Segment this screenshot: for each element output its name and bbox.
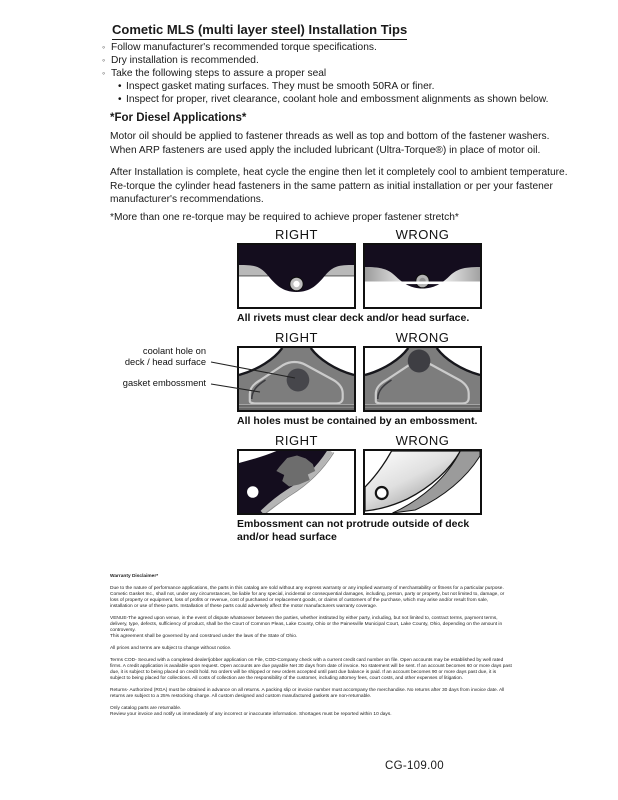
diagram-row1-right <box>237 243 356 309</box>
disclaimer-paragraph: Due to the nature of performance applications, the parts in this catalog are sold without any express warranty or any implied warranty of merchantability or fitness for a particular purpose. Cometic Gasket Inc., shall not, under any circumstances, be liable for any special, incidental or consequential damages, including, person, party or property, but not limited to, damage, or loss of property or equipment, loss of profits or revenue, cost of purchased or replacement goods, or claims of customers of the purchase, which may arise and/or result from sale, installation or use of these parts. Installation of these parts could adversely affect the motor manufacturers warranty coverage. <box>110 586 505 609</box>
diagram-row1-wrong <box>363 243 482 309</box>
diagram-row2-wrong <box>363 346 482 412</box>
wrong-label: WRONG <box>395 330 450 345</box>
rivet-clearance-wrong-illustration <box>365 245 480 307</box>
disclaimer-paragraph: Returns- Authorized (RGA) must be obtained in advance on all returns. A packing slip or invoice number must accompany the merchandise. No returns after 30 days from invoice date. All returns are subject to a 25% restocking charge. All custom designed and custom manufactured gaskets are non-returnable. <box>110 688 505 699</box>
dot-bullet-icon: • <box>118 94 122 105</box>
disclaimer-paragraph: This agreement shall be governed by and construed under the laws of the State of Ohio. <box>110 634 298 639</box>
diagram-row3-right <box>237 449 356 515</box>
circle-bullet-icon: ◦ <box>102 68 106 78</box>
list-item-text: Follow manufacturer's recommended torque specifications. <box>111 42 377 53</box>
circle-bullet-icon: ◦ <box>102 55 106 65</box>
page-title: Cometic MLS (multi layer steel) Installation Tips <box>112 22 407 37</box>
disclaimer-paragraph: Review your invoice and notify us immediately of any incorrect or inaccurate information. Shortages must be reported within 10 days. <box>110 712 392 717</box>
gasket-embossment-callout: gasket embossment <box>122 378 206 388</box>
page-number: CG-109.00 <box>385 760 444 772</box>
callout-line: deck / head surface <box>124 356 206 367</box>
diagram-row3-labels <box>237 433 484 449</box>
diagram-row3-wrong <box>363 449 482 515</box>
embossment-protrusion-right-illustration <box>239 451 354 513</box>
diesel-applications-heading: *For Diesel Applications* <box>110 112 247 124</box>
right-label: RIGHT <box>275 227 318 242</box>
callout-leader-lines <box>206 352 302 400</box>
right-label: RIGHT <box>275 433 318 448</box>
disclaimer-paragraph: Terms COD- Secured with a completed dealer/jobber application on File, COD-Company check with a current credit card number on file. Open accounts may be established by well rated firms. A credit application is available upon request. Open accounts are due payable Net 30 days from date of invoice. No statement will be sent. If an account becomes 60 or more days past due, it is subject to being placed on credit hold. No orders will be shipped or new orders accepted until past due balance is paid. If an account becomes 90 or more days past due, it is subject to being placed for collections. All costs of collection are the responsibility of the customer, including attorney fees, court costs, and other expenses of litigation. <box>110 658 512 681</box>
wrong-label: WRONG <box>395 227 450 242</box>
diagram-row3 <box>237 449 484 515</box>
embossment-containment-wrong-illustration <box>365 348 480 410</box>
right-label: RIGHT <box>275 330 318 345</box>
list-item <box>118 80 577 93</box>
diagram-row2-labels <box>237 330 484 346</box>
caption-line: Embossment can not protrude outside of deck <box>237 518 470 530</box>
list-item <box>102 54 577 67</box>
coolant-hole-callout <box>114 346 206 367</box>
list-item <box>102 41 577 54</box>
warranty-disclaimer <box>110 574 512 724</box>
disclaimer-paragraph: VENUE-The agreed upon venue, in the event of dispute whatsoever between the parties, whether instituted by either party, including, but not limited to, contract terms, payment terms, delivery, type, defects, sufficiency of product, shall be the Court of Common Pleas, Lake County, Ohio or the Painesville Municipal Court, Lake County, Ohio, depending on the amount in controversy. <box>110 616 503 633</box>
diesel-paragraph-2: After Installation is complete, heat cycle the engine then let it completely cool to ambient temperature. Re-torque the cylinder head fasteners in the same pattern as initial installation or per your fastener manufacturer's recommendations. <box>110 167 568 205</box>
disclaimer-paragraph: Only catalog parts are returnable. <box>110 706 182 711</box>
disclaimer-heading: Warranty Disclaimer* <box>110 574 159 579</box>
wrong-label: WRONG <box>395 433 450 448</box>
list-item-text: Inspect gasket mating surfaces. They must be smooth 50RA or finer. <box>126 81 435 92</box>
callout-line: coolant hole on <box>142 346 206 356</box>
installation-tips-list <box>102 41 577 106</box>
list-item <box>102 67 577 80</box>
list-item <box>118 93 577 106</box>
retorque-note: *More than one re-torque may be required to achieve proper fastener stretch* <box>110 212 459 223</box>
list-item-text: Take the following steps to assure a proper seal <box>111 68 327 79</box>
list-item-text: Dry installation is recommended. <box>111 55 259 66</box>
diagram-row2-caption: All holes must be contained by an embossment. <box>237 415 478 427</box>
diagram-row1 <box>237 243 484 309</box>
diagram-row1-labels <box>237 227 484 243</box>
dot-bullet-icon: • <box>118 81 122 92</box>
rivet-clearance-right-illustration <box>239 245 354 307</box>
circle-bullet-icon: ◦ <box>102 42 106 52</box>
caption-line: and/or head surface <box>237 531 337 543</box>
embossment-protrusion-wrong-illustration <box>365 451 480 513</box>
disclaimer-paragraph: All prices and terms are subject to change without notice. <box>110 646 232 651</box>
diesel-paragraph-1: Motor oil should be applied to fastener threads as well as top and bottom of the fastener washers. When ARP fasteners are used apply the included lubricant (Ultra-Torque®) in place of motor oil. <box>110 131 550 156</box>
diagram-row1-caption: All rivets must clear deck and/or head surface. <box>237 312 470 324</box>
list-item-text: Inspect for proper, rivet clearance, coolant hole and embossment alignments as shown below. <box>126 94 549 105</box>
diagram-row3-caption <box>237 518 484 544</box>
